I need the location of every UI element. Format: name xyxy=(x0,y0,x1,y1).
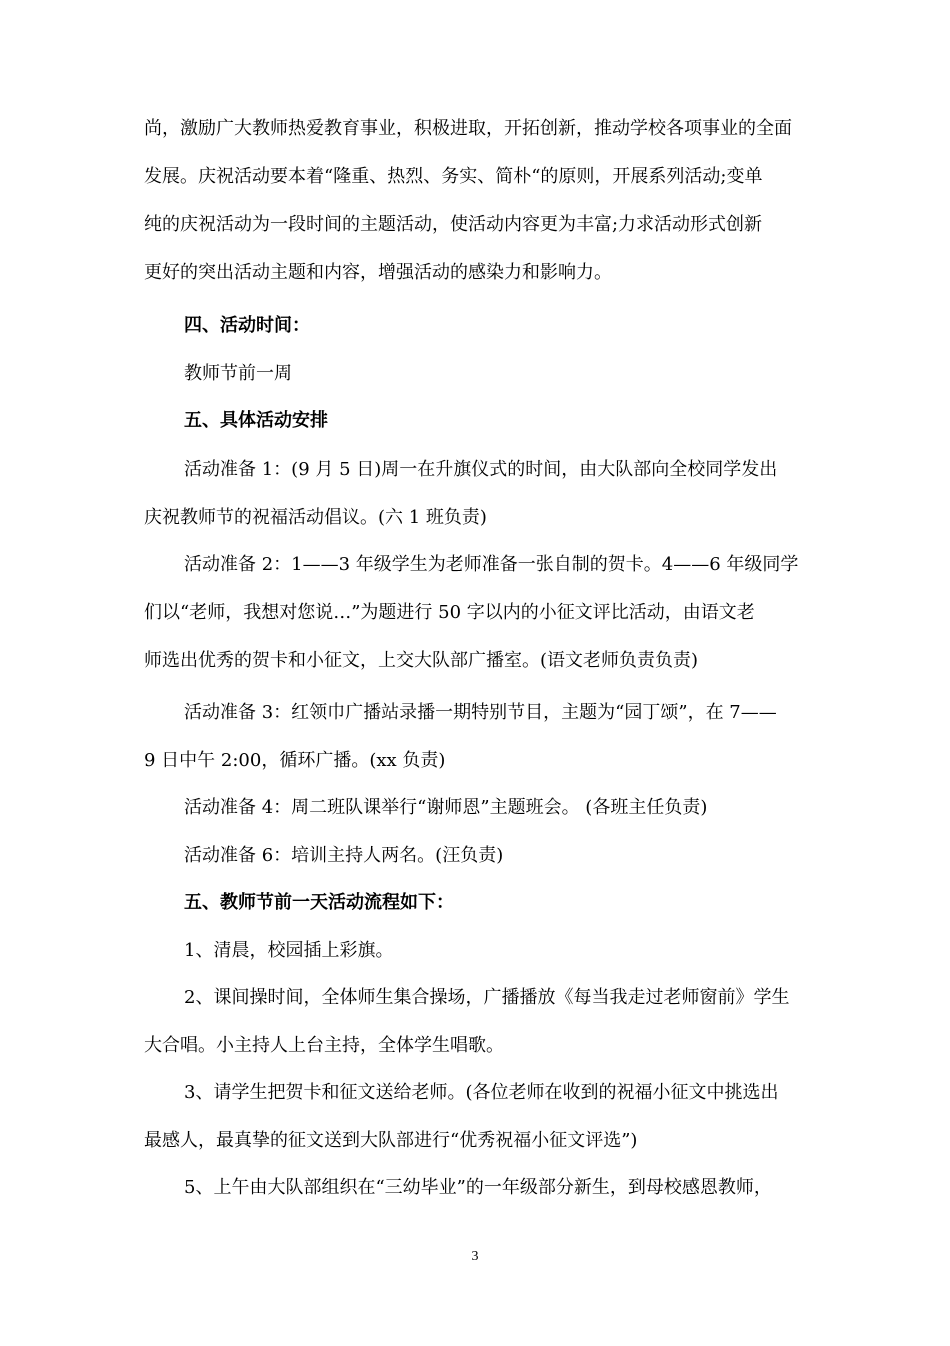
text-line: 大合唱。小主持人上台主持，全体学生唱歌。 xyxy=(144,1035,504,1056)
text-line: 教师节前一周 xyxy=(184,363,292,384)
text-line: 1、清晨，校园插上彩旗。 xyxy=(184,940,394,961)
paragraph-prep-6 xyxy=(144,832,848,880)
text-line: 2、课间操时间，全体师生集合操场，广播播放《每当我走过老师窗前》学生 xyxy=(184,987,790,1008)
section-heading-activity-time xyxy=(144,302,848,350)
text-line: 9 日中午 2:00，循环广播。(xx 负责) xyxy=(144,750,446,771)
text-line: 5、上午由大队部组织在“三幼毕业”的一年级部分新生，到母校感恩教师， xyxy=(184,1177,772,1198)
paragraph-activity-time xyxy=(144,350,848,398)
heading-text: 五、教师节前一天活动流程如下： xyxy=(184,892,454,913)
paragraph-prep-1 xyxy=(144,446,808,542)
paragraph-prep-4 xyxy=(144,784,848,832)
text-line: 活动准备 2：1——3 年级学生为老师准备一张自制的贺卡。4——6 年级同学 xyxy=(184,554,799,575)
text-line: 发展。庆祝活动要本着“隆重、热烈、务实、简朴“的原则，开展系列活动;变单 xyxy=(144,166,763,187)
text-line: 活动准备 4：周二班队课举行“谢师恩”主题班会。 (各班主任负责) xyxy=(184,797,708,818)
heading-text: 四、活动时间： xyxy=(184,315,310,336)
text-line: 庆祝教师节的祝福活动倡议。(六 1 班负责) xyxy=(144,507,487,528)
text-line: 尚，激励广大教师热爱教育事业，积极进取，开拓创新，推动学校各项事业的全面 xyxy=(144,118,792,139)
paragraph-prep-3 xyxy=(144,689,808,785)
text-line: 3、请学生把贺卡和征文送给老师。(各位老师在收到的祝福小征文中挑选出 xyxy=(184,1082,779,1103)
page-number: 3 xyxy=(471,1249,479,1264)
text-line: 更好的突出活动主题和内容，增强活动的感染力和影响力。 xyxy=(144,262,612,283)
paragraph-step-1 xyxy=(144,927,848,975)
text-line: 纯的庆祝活动为一段时间的主题活动，使活动内容更为丰富;力求活动形式创新 xyxy=(144,214,763,235)
text-line: 们以“老师，我想对您说…”为题进行 50 字以内的小征文评比活动，由语文老 xyxy=(144,602,755,623)
text-line: 师选出优秀的贺卡和小征文，上交大队部广播室。(语文老师负责负责) xyxy=(144,650,699,671)
paragraph-intro xyxy=(144,105,808,297)
text-line: 活动准备 3：红领巾广播站录播一期特别节目，主题为“园丁颂”，在 7—— xyxy=(184,702,777,723)
paragraph-step-3 xyxy=(144,1069,808,1165)
section-heading-activity-plan xyxy=(144,397,848,445)
paragraph-step-2 xyxy=(144,974,808,1070)
text-line: 活动准备 6：培训主持人两名。(汪负责) xyxy=(184,845,504,866)
text-line: 最感人，最真挚的征文送到大队部进行“优秀祝福小征文评选”) xyxy=(144,1130,638,1151)
section-heading-flow xyxy=(144,879,848,927)
heading-text: 五、具体活动安排 xyxy=(184,410,328,431)
paragraph-prep-2 xyxy=(144,541,808,685)
text-line: 活动准备 1：(9 月 5 日)周一在升旗仪式的时间，由大队部向全校同学发出 xyxy=(184,459,778,480)
paragraph-step-5 xyxy=(144,1164,848,1212)
